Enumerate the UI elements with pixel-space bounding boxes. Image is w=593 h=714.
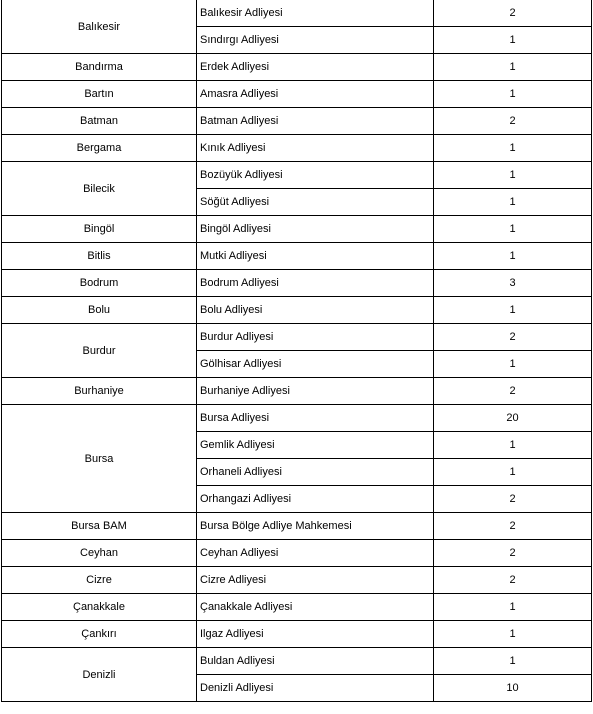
city-cell: Cizre <box>2 567 197 594</box>
count-cell: 1 <box>434 351 592 378</box>
table-row <box>2 297 592 324</box>
table-row <box>2 243 592 270</box>
courthouse-cell: Denizli Adliyesi <box>197 675 434 702</box>
table-row <box>2 378 592 405</box>
city-cell: Bingöl <box>2 216 197 243</box>
table-row <box>2 270 592 297</box>
count-cell: 1 <box>434 648 592 675</box>
table-row <box>2 54 592 81</box>
city-cell: Çankırı <box>2 621 197 648</box>
city-cell: Bartın <box>2 81 197 108</box>
table-row <box>2 81 592 108</box>
city-cell: Bolu <box>2 297 197 324</box>
table-row <box>2 0 592 27</box>
courthouse-cell: Gölhisar Adliyesi <box>197 351 434 378</box>
courthouse-cell: Çanakkale Adliyesi <box>197 594 434 621</box>
courthouse-cell: Bingöl Adliyesi <box>197 216 434 243</box>
courthouse-cell: Bolu Adliyesi <box>197 297 434 324</box>
courthouse-cell: Buldan Adliyesi <box>197 648 434 675</box>
count-cell: 2 <box>434 567 592 594</box>
court-staff-table <box>1 0 592 702</box>
count-cell: 10 <box>434 675 592 702</box>
count-cell: 1 <box>434 297 592 324</box>
city-cell: Batman <box>2 108 197 135</box>
count-cell: 1 <box>434 27 592 54</box>
count-cell: 1 <box>434 621 592 648</box>
courthouse-cell: Batman Adliyesi <box>197 108 434 135</box>
courthouse-cell: Mutki Adliyesi <box>197 243 434 270</box>
courthouse-cell: Bozüyük Adliyesi <box>197 162 434 189</box>
count-cell: 1 <box>434 432 592 459</box>
count-cell: 1 <box>434 594 592 621</box>
city-cell: Denizli <box>2 648 197 702</box>
courthouse-cell: Gemlik Adliyesi <box>197 432 434 459</box>
count-cell: 1 <box>434 81 592 108</box>
count-cell: 1 <box>434 162 592 189</box>
city-cell: Bursa BAM <box>2 513 197 540</box>
count-cell: 2 <box>434 378 592 405</box>
table-row <box>2 216 592 243</box>
city-cell: Balıkesir <box>2 0 197 54</box>
count-cell: 1 <box>434 459 592 486</box>
table-row <box>2 405 592 432</box>
count-cell: 2 <box>434 513 592 540</box>
courthouse-cell: Sındırgı Adliyesi <box>197 27 434 54</box>
count-cell: 1 <box>434 135 592 162</box>
courthouse-cell: Ilgaz Adliyesi <box>197 621 434 648</box>
courthouse-cell: Cizre Adliyesi <box>197 567 434 594</box>
table-row <box>2 648 592 675</box>
table-row <box>2 540 592 567</box>
courthouse-cell: Orhaneli Adliyesi <box>197 459 434 486</box>
count-cell: 1 <box>434 54 592 81</box>
table-row <box>2 162 592 189</box>
courthouse-cell: Burhaniye Adliyesi <box>197 378 434 405</box>
table-row <box>2 567 592 594</box>
table-row <box>2 513 592 540</box>
count-cell: 1 <box>434 189 592 216</box>
city-cell: Bodrum <box>2 270 197 297</box>
count-cell: 20 <box>434 405 592 432</box>
courthouse-cell: Amasra Adliyesi <box>197 81 434 108</box>
city-cell: Ceyhan <box>2 540 197 567</box>
count-cell: 1 <box>434 243 592 270</box>
count-cell: 3 <box>434 270 592 297</box>
city-cell: Bursa <box>2 405 197 513</box>
courthouse-cell: Orhangazi Adliyesi <box>197 486 434 513</box>
city-cell: Burdur <box>2 324 197 378</box>
count-cell: 2 <box>434 108 592 135</box>
city-cell: Çanakkale <box>2 594 197 621</box>
courthouse-cell: Balıkesir Adliyesi <box>197 0 434 27</box>
table-row <box>2 108 592 135</box>
table-row <box>2 324 592 351</box>
count-cell: 2 <box>434 540 592 567</box>
city-cell: Burhaniye <box>2 378 197 405</box>
city-cell: Bandırma <box>2 54 197 81</box>
courthouse-cell: Burdur Adliyesi <box>197 324 434 351</box>
city-cell: Bitlis <box>2 243 197 270</box>
count-cell: 1 <box>434 216 592 243</box>
courthouse-cell: Bursa Adliyesi <box>197 405 434 432</box>
courthouse-cell: Söğüt Adliyesi <box>197 189 434 216</box>
count-cell: 2 <box>434 486 592 513</box>
count-cell: 2 <box>434 0 592 27</box>
courthouse-cell: Erdek Adliyesi <box>197 54 434 81</box>
city-cell: Bergama <box>2 135 197 162</box>
count-cell: 2 <box>434 324 592 351</box>
courthouse-cell: Bursa Bölge Adliye Mahkemesi <box>197 513 434 540</box>
table-row <box>2 135 592 162</box>
table-row <box>2 594 592 621</box>
city-cell: Bilecik <box>2 162 197 216</box>
courthouse-cell: Ceyhan Adliyesi <box>197 540 434 567</box>
courthouse-cell: Kınık Adliyesi <box>197 135 434 162</box>
table-body <box>2 0 592 702</box>
courthouse-cell: Bodrum Adliyesi <box>197 270 434 297</box>
table-row <box>2 621 592 648</box>
